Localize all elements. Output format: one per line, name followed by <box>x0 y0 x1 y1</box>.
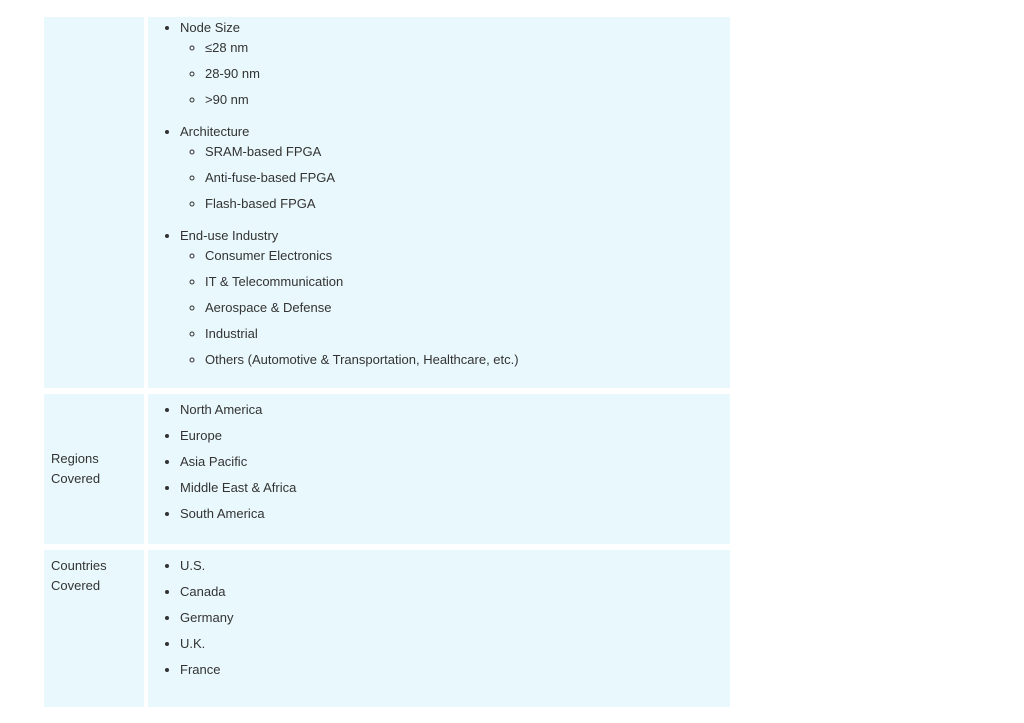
report-scope-table <box>44 17 730 713</box>
countries-content-cell <box>148 550 730 707</box>
list-item: ◦ >90 nm <box>205 90 730 110</box>
list-item: • Germany <box>180 608 730 628</box>
list-item: ◦ 28-90 nm <box>205 64 730 84</box>
regions-label-cell <box>44 394 144 544</box>
segments-content-cell <box>148 17 730 388</box>
end-use-industry-list <box>180 246 730 370</box>
regions-label-line2: Covered <box>51 471 101 486</box>
segment-end-use-industry <box>180 226 730 370</box>
segments-list <box>148 17 730 370</box>
list-item: • North America <box>180 400 730 420</box>
list-item: • U.K. <box>180 634 730 654</box>
segment-title: Architecture <box>180 124 250 139</box>
segment-title: End-use Industry <box>180 228 279 243</box>
list-item: ◦ SRAM-based FPGA <box>205 142 730 162</box>
list-item: • South America <box>180 504 730 524</box>
list-item: • France <box>180 660 730 680</box>
list-item: • Middle East & Africa <box>180 478 730 498</box>
regions-row <box>44 394 730 544</box>
list-item: ◦ Anti-fuse-based FPGA <box>205 168 730 188</box>
regions-content-cell <box>148 394 730 544</box>
list-item: • Asia Pacific <box>180 452 730 472</box>
list-item: ◦ IT & Telecommunication <box>205 272 730 292</box>
countries-label <box>51 556 107 596</box>
list-item: ◦ Flash-based FPGA <box>205 194 730 214</box>
countries-row <box>44 550 730 707</box>
list-item: ◦ Industrial <box>205 324 730 344</box>
segments-label-cell <box>44 17 144 388</box>
segment-title: Node Size <box>180 20 240 35</box>
regions-label-line1: Regions <box>51 451 99 466</box>
architecture-list <box>180 142 730 214</box>
list-item: • U.S. <box>180 556 730 576</box>
regions-list <box>148 400 730 524</box>
countries-label-cell <box>44 550 144 707</box>
node-size-list <box>180 38 730 110</box>
countries-label-line1: Countries <box>51 558 107 573</box>
list-item: • Canada <box>180 582 730 602</box>
list-item: • Europe <box>180 426 730 446</box>
segments-row <box>44 17 730 388</box>
list-item: ◦ Others (Automotive & Transportation, Healthcare, etc.) <box>205 350 730 370</box>
list-item: ◦ Aerospace & Defense <box>205 298 730 318</box>
segment-architecture <box>180 122 730 214</box>
list-item: ◦ Consumer Electronics <box>205 246 730 266</box>
countries-label-line2: Covered <box>51 578 101 593</box>
segment-node-size <box>180 18 730 110</box>
countries-list <box>148 556 730 680</box>
list-item: ◦ ≤28 nm <box>205 38 730 58</box>
regions-label <box>51 449 100 489</box>
